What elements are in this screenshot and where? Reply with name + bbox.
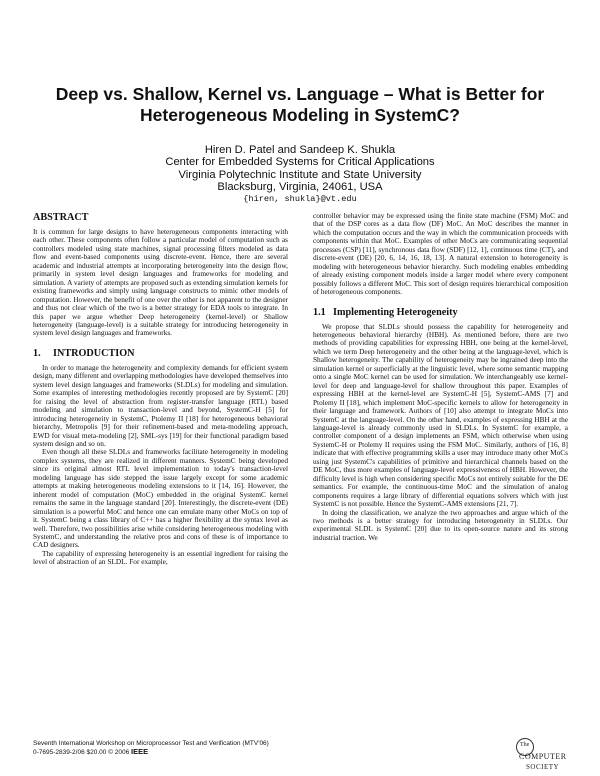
abstract-text: It is common for large designs to have heterogeneous components interacting with each other. These components often follow a particular model of computation such as controllers modeled using state machines, signal processing filters modeled as data flow and event-based components using discrete-event. Hence, there are several academic and industrial attempts at incorporating heterogeneity into the design flow, primarily in system level design languages and frameworks for modeling and simulation. A variety of attempts are proposed such as extending simulation kernels for existing frameworks and simply using language constructs to mimic other models of computation. However, the benefit of one over the other is not apparent to the designer and thus not clear which of the two is a better strategy for EDA tools to integrate. In this paper we argue whether Deep heterogeneity (kernel-level) or Shallow heterogeneity (language-level) is a suitable strategy for introducing heterogeneity in system level design languages and frameworks. [33, 227, 288, 338]
right-paragraph-1: controller behavior may be expressed using the finite state machine (FSM) MoC and that of the DSP cores as a data flow (DF) MoC. An MoC describes the manner in which the computation occurs and the way in which the communication proceeds with components within that MoC. Examples of other MoCs are communicating sequential processes (CSP) [11], synchronous data flow (SDF) [12, 1], continuous time (CT), and discrete-event (DE) [20, 6, 14, 16, 18, 13]. A natural extension to heterogeneity is modeling with heterogeneous behavior hierarchy. Such modeling enables embedding of already existing component models inside a larger model where every component possibly follows a different MoC. This sort of design requires hierarchical composition of heterogeneous components. [313, 211, 568, 297]
right-column [313, 212, 568, 542]
subsection-heading [313, 307, 568, 318]
affiliation-1: Center for Embedded Systems for Critical Applications [165, 156, 435, 169]
intro-title: INTRODUCTION [53, 347, 135, 359]
intro-heading [33, 348, 288, 359]
right-paragraph-3: In doing the classification, we analyze the two approaches and argue which of the two methods is a better strategy for introducing heterogeneity in SLDLs. Our experimental SLDL is SystemC [20] due to its open-source nature and its strong industrial traction. We [313, 507, 568, 542]
title-line-2: Heterogeneous Modeling in SystemC? [140, 105, 460, 125]
intro-paragraph-1: In order to manage the heterogeneity and complexity demands for efficient system design, many different and overlapping methodologies have developed themselves into system level design languages and frameworks (SLDLs) for modeling and simulation. Some examples of interesting methodologies recently proposed are by SystemC [20] for raising the level of abstraction from register-transfer language (RTL) based modeling and simulation to transaction-level and beyond, SystemC-H [5] for introducing heterogeneity in SystemC, Ptolemy II [18] for heterogeneous behavioral hierarchy, Metropolis [9] for their refinement-based and meta-modeling approach, EWD for visual meta-modeling [2], SML-sys [19] for their functional paradigm based system design and so on. [33, 362, 288, 448]
logo-line-3: SOCIETY [526, 763, 560, 771]
author-block [0, 144, 600, 205]
footer-isbn: 0-7695-2839-2/06 $20.00 © 2006 [33, 749, 130, 756]
left-column [33, 212, 288, 567]
affiliation-3: Blacksburg, Virginia, 24061, USA [217, 180, 383, 193]
subsection-number: 1.1 [313, 306, 326, 318]
logo-line-1: The [520, 742, 530, 748]
paper-title [0, 84, 600, 126]
ieee-logo: IEEE [131, 747, 149, 756]
logo-line-2: COMPUTER [519, 752, 567, 761]
right-paragraph-2: We propose that SLDLs should possess the capability for heterogeneity and heterogeneous behavioral hierarchy (HBH). As mentioned before, there are two methods of providing capabilities for expressing HBH, one being at the kernel-level, which we term Deep heterogeneity and the other being at the language-level, which is Shallow heterogeneity. The capability of heterogeneity may be ingrained deep into the simulation kernel or superficially at the linguistic level, where some semantic mapping onto a single MoC kernel can be used for simulation. We interchangeably use kernel-level for deep and language-level for shallow throughout this paper. Examples of expressing HBH at the kernel-level are SystemC-H [5], SystemC-AMS [7] and Ptolemy II [18], which implement MoC-specific kernels to allow for heterogeneity in their language and framework. Authors of [10] also attempt to integrate MoCs into SystemC at the language-level. On the other hand, examples of expressing HBH at the language-level is already commonly used in SLDLs. In SystemC for example, a controller component of a design implements an FSM, which otherwise when using SystemC-H or Ptolemy II requires using the FSM MoC. Similarly, authors of [16, 8] indicate that with effective programming skills a user may introduce many other MoCs using just SystemC's capabilities of primitive and hierarchical channels based on the DE MoC, thus more examples of language-level expressiveness of HBH. However, the difficulty level is high when considering specific MoCs not entirely suitable for the DE semantics. For example, the continuous-time MoC and the simulation of analog components requires a large library of differential equations solvers which with just SystemC is not possible. Hence the SystemC-AMS extensions [21, 7]. [313, 321, 568, 509]
subsection-title: Implementing Heterogeneity [333, 306, 458, 318]
footer-venue: Seventh International Workshop on Microprocessor Test and Verification (MTV'06) [33, 740, 269, 747]
computer-society-logo [516, 738, 572, 774]
abstract-heading: ABSTRACT [33, 212, 89, 223]
affiliation-2: Virginia Polytechnic Institute and State University [178, 168, 422, 181]
author-names: Hiren D. Patel and Sandeep K. Shukla [204, 144, 396, 156]
intro-paragraph-3: The capability of expressing heterogeneity is an essential ingredient for raising the level of abstraction of an SLDL. For example, [33, 548, 288, 567]
title-line-1: Deep vs. Shallow, Kernel vs. Language – What is Better for [55, 84, 545, 104]
author-email: {hiren, shukla}@vt.edu [243, 194, 357, 205]
page-footer [33, 740, 269, 757]
intro-number: 1. [33, 347, 41, 359]
footer-copyright-line [33, 748, 269, 757]
intro-paragraph-2: Even though all these SLDLs and frameworks facilitate heterogeneity in modeling complex systems, they are realized in different manners. SystemC being developed since its original almost RTL level implementation to today's transaction-level modeling language has side stepped the issue largely except for some academic attempts at making heterogeneous modeling extensions to it [14, 16]. However, the inherent model of computation (MoC) embedded in the original SystemC kernel remains the same in the language standard [20]. Interestingly, the discrete-event (DE) simulation is a powerful MoC and hence one can emulate many other MoCs on top of it. SystemC being a class library of C++ has a higher flexibility at the syntax level as well. Therefore, two possibilities arise while considering heterogeneous modeling with SystemC, and understanding the relative pros and cons of these is of importance to CAD designers. [33, 447, 288, 550]
